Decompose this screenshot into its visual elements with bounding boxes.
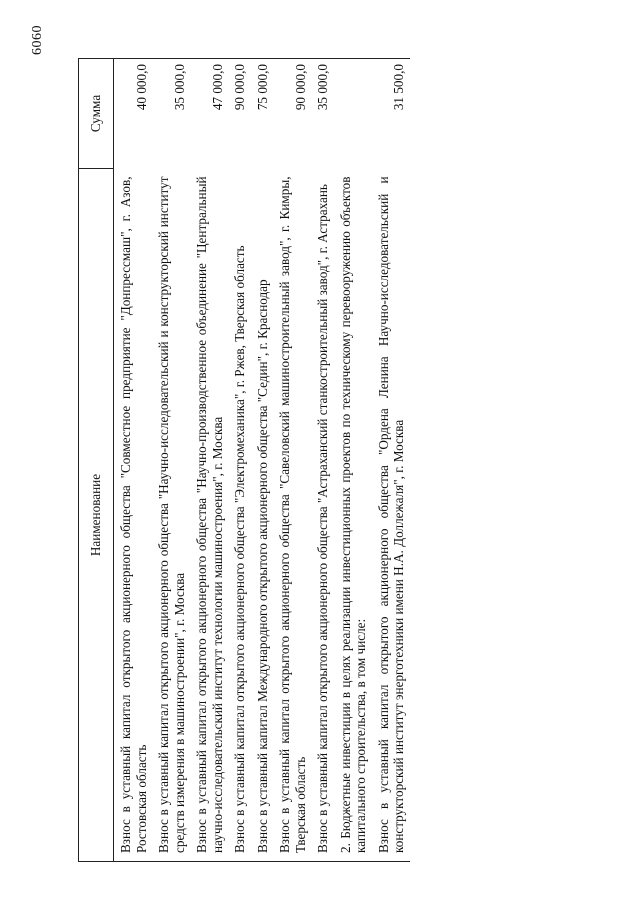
table-row — [372, 59, 410, 862]
row-sum: 75 000,0 — [251, 59, 274, 169]
row-name: Взнос в уставный капитал открытого акционерного общества "Савеловский машиностроительный завод", г. Кимры, Тверская область — [273, 169, 311, 862]
row-sum: 35 000,0 — [311, 59, 334, 169]
table-row — [251, 59, 274, 862]
row-name: Взнос в уставный капитал Международного открытого акционерного общества "Седин", г. Краснодар — [251, 169, 274, 862]
row-name: Взнос в уставный капитал открытого акционерного общества "Научно-исследовательский и конструкторский институт средств измерения в машиностроении", г. Москва — [152, 169, 190, 862]
table-header-row — [79, 59, 114, 862]
table-row — [114, 59, 153, 862]
header-name: Наименование — [79, 169, 114, 862]
table-row — [334, 59, 372, 862]
page-number: 6060 — [30, 25, 45, 55]
row-name: Взнос в уставный капитал открытого акционерного общества "Электромеханика", г. Ржев, Тверская область — [228, 169, 251, 862]
header-sum: Сумма — [79, 59, 114, 169]
row-sum — [334, 59, 372, 169]
row-name: Взнос в уставный капитал открытого акционерного общества "Совместное предприятие "Донпрессмаш", г. Азов, Ростовская область — [114, 169, 153, 862]
row-sum: 31 500,0 — [372, 59, 410, 169]
budget-table — [78, 58, 410, 862]
table-row — [311, 59, 334, 862]
row-sum: 35 000,0 — [152, 59, 190, 169]
table-row — [273, 59, 311, 862]
row-name: Взнос в уставный капитал открытого акционерного общества "Научно-производственное объединение "Центральный научно-исследовательский институт технологии машиностроения", г. Москва — [190, 169, 228, 862]
table-row — [228, 59, 251, 862]
row-name: Взнос в уставный капитал открытого акционерного общества "Ордена Ленина Научно-исследовательский и конструкторский институт энерготехники имени Н.А. Доллежаля", г. Москва — [372, 169, 410, 862]
row-sum: 40 000,0 — [114, 59, 153, 169]
row-name: 2. Бюджетные инвестиции в целях реализации инвестиционных проектов по техническому перевооружению объектов капитального строительства, в том числе: — [334, 169, 372, 862]
row-sum: 47 000,0 — [190, 59, 228, 169]
table-row — [152, 59, 190, 862]
row-sum: 90 000,0 — [228, 59, 251, 169]
row-name: Взнос в уставный капитал открытого акционерного общества "Астраханский станкостроительный завод", г. Астрахань — [311, 169, 334, 862]
table-row — [190, 59, 228, 862]
row-sum: 90 000,0 — [273, 59, 311, 169]
